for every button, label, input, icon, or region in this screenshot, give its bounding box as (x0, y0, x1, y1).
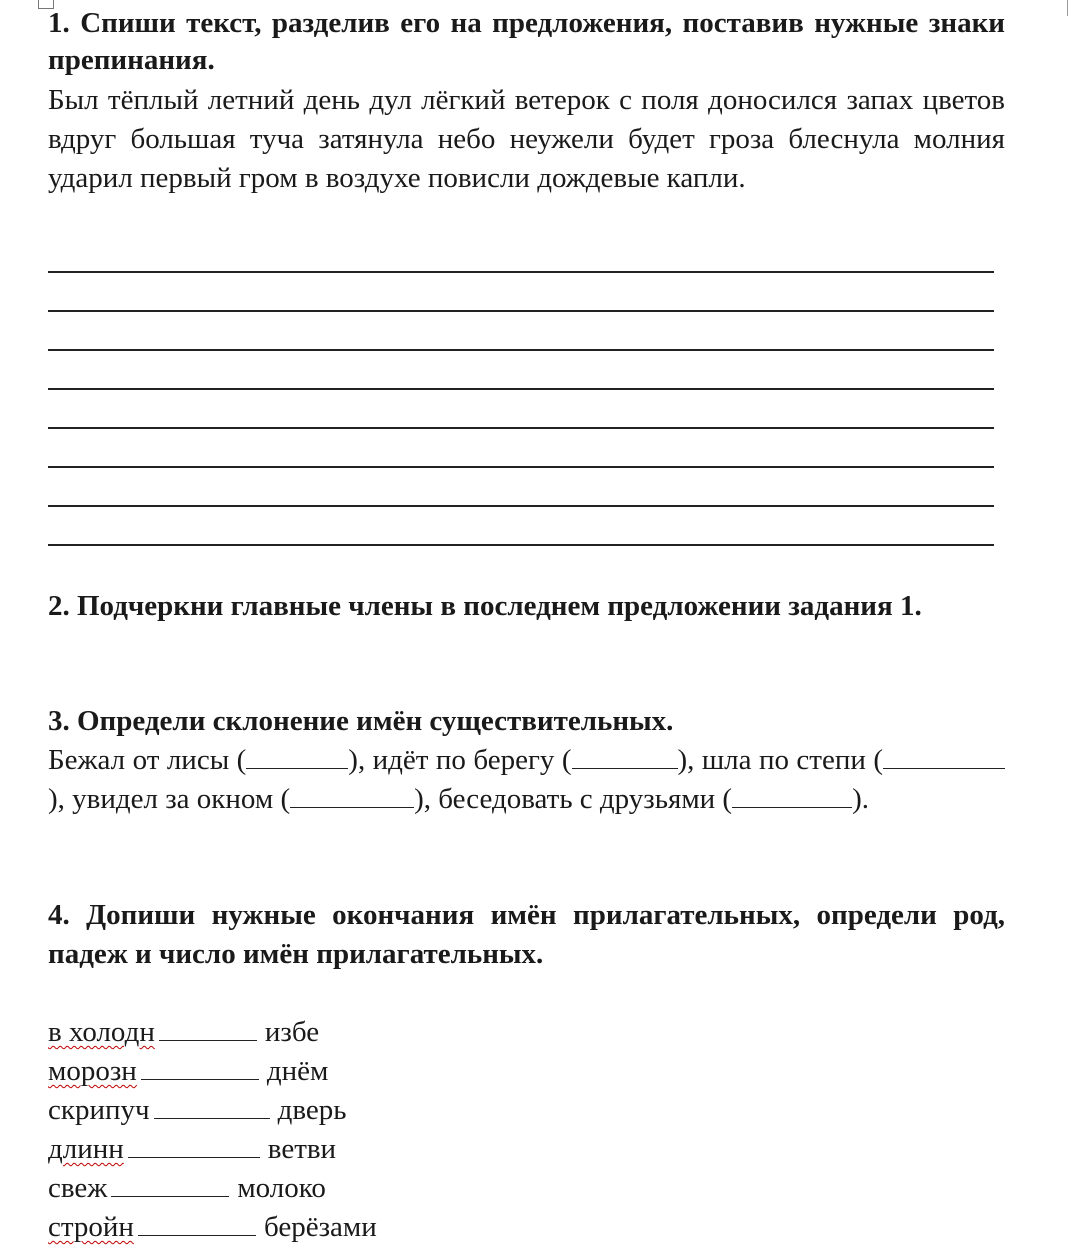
ending-blank[interactable] (128, 1131, 260, 1158)
declension-blank[interactable] (883, 742, 1005, 769)
task-3-title: 3. Определи склонение имён существительных. (48, 705, 674, 737)
task-4 (48, 896, 1005, 974)
task-3 (48, 702, 1005, 819)
noun-word: днём (266, 1055, 329, 1087)
adjective-stem: морозн (48, 1055, 137, 1087)
phrase-row (48, 1052, 648, 1091)
declension-blank[interactable] (572, 742, 678, 769)
ending-blank[interactable] (159, 1014, 257, 1041)
declension-blank[interactable] (246, 742, 348, 769)
declension-blank[interactable] (732, 781, 852, 808)
answer-line[interactable] (48, 349, 994, 351)
answer-line[interactable] (48, 388, 994, 390)
adjective-stem: скрипуч (48, 1094, 150, 1126)
task-2-title: 2. Подчеркни главные члены в последнем предложении задания 1. (48, 590, 922, 622)
noun-word: дверь (277, 1094, 347, 1126)
answer-line[interactable] (48, 544, 994, 546)
task-1-title: 1. Спиши текст, разделив его на предложения, поставив нужные знаки препинания. (48, 7, 1005, 76)
answer-line[interactable] (48, 466, 994, 468)
ending-blank[interactable] (154, 1092, 270, 1119)
phrase-row (48, 1013, 648, 1052)
ending-blank[interactable] (141, 1053, 259, 1080)
answer-line[interactable] (48, 310, 994, 312)
task-1-text: Был тёплый летний день дул лёгкий ветерок с поля доносился запах цветов вдруг большая туча затянула небо неужели будет гроза блеснула молния ударил первый гром в воздухе повисли дождевые капли. (48, 84, 1005, 194)
answer-lines[interactable] (48, 271, 994, 583)
phrase-row (48, 1169, 648, 1208)
task-3-text (48, 741, 1005, 819)
noun-word: избе (264, 1016, 320, 1048)
phrase-list (48, 1013, 648, 1247)
declension-blank[interactable] (290, 781, 414, 808)
task-2 (48, 587, 1005, 626)
adjective-stem: стройн (48, 1211, 134, 1243)
task-3-segment: ), увидел за окном ( (48, 783, 291, 815)
answer-line[interactable] (48, 505, 994, 507)
task-3-segment: Бежал от лисы ( (48, 744, 247, 776)
task-3-segment: ), шла по степи ( (677, 744, 883, 776)
noun-word: молоко (237, 1172, 326, 1204)
task-4-title: 4. Допиши нужные окончания имён прилагательных, определи род, падеж и число имён прилагательных. (48, 899, 1005, 970)
ending-blank[interactable] (138, 1209, 256, 1236)
page-edge (1067, 0, 1068, 16)
ending-blank[interactable] (111, 1170, 229, 1197)
adjective-stem: свеж (48, 1172, 108, 1204)
phrase-row (48, 1130, 648, 1169)
task-3-segment: ), беседовать с друзьями ( (414, 783, 733, 815)
answer-line[interactable] (48, 271, 994, 273)
task-3-segment: ). (852, 783, 870, 815)
task-3-segment: ), идёт по берегу ( (348, 744, 572, 776)
phrase-row (48, 1091, 648, 1130)
adjective-stem: длинн (48, 1133, 124, 1165)
noun-word: ветви (267, 1133, 337, 1165)
task-1 (48, 5, 1005, 198)
answer-line[interactable] (48, 427, 994, 429)
noun-word: берёзами (263, 1211, 377, 1243)
adjective-stem: в холодн (48, 1016, 155, 1048)
phrase-row (48, 1208, 648, 1247)
